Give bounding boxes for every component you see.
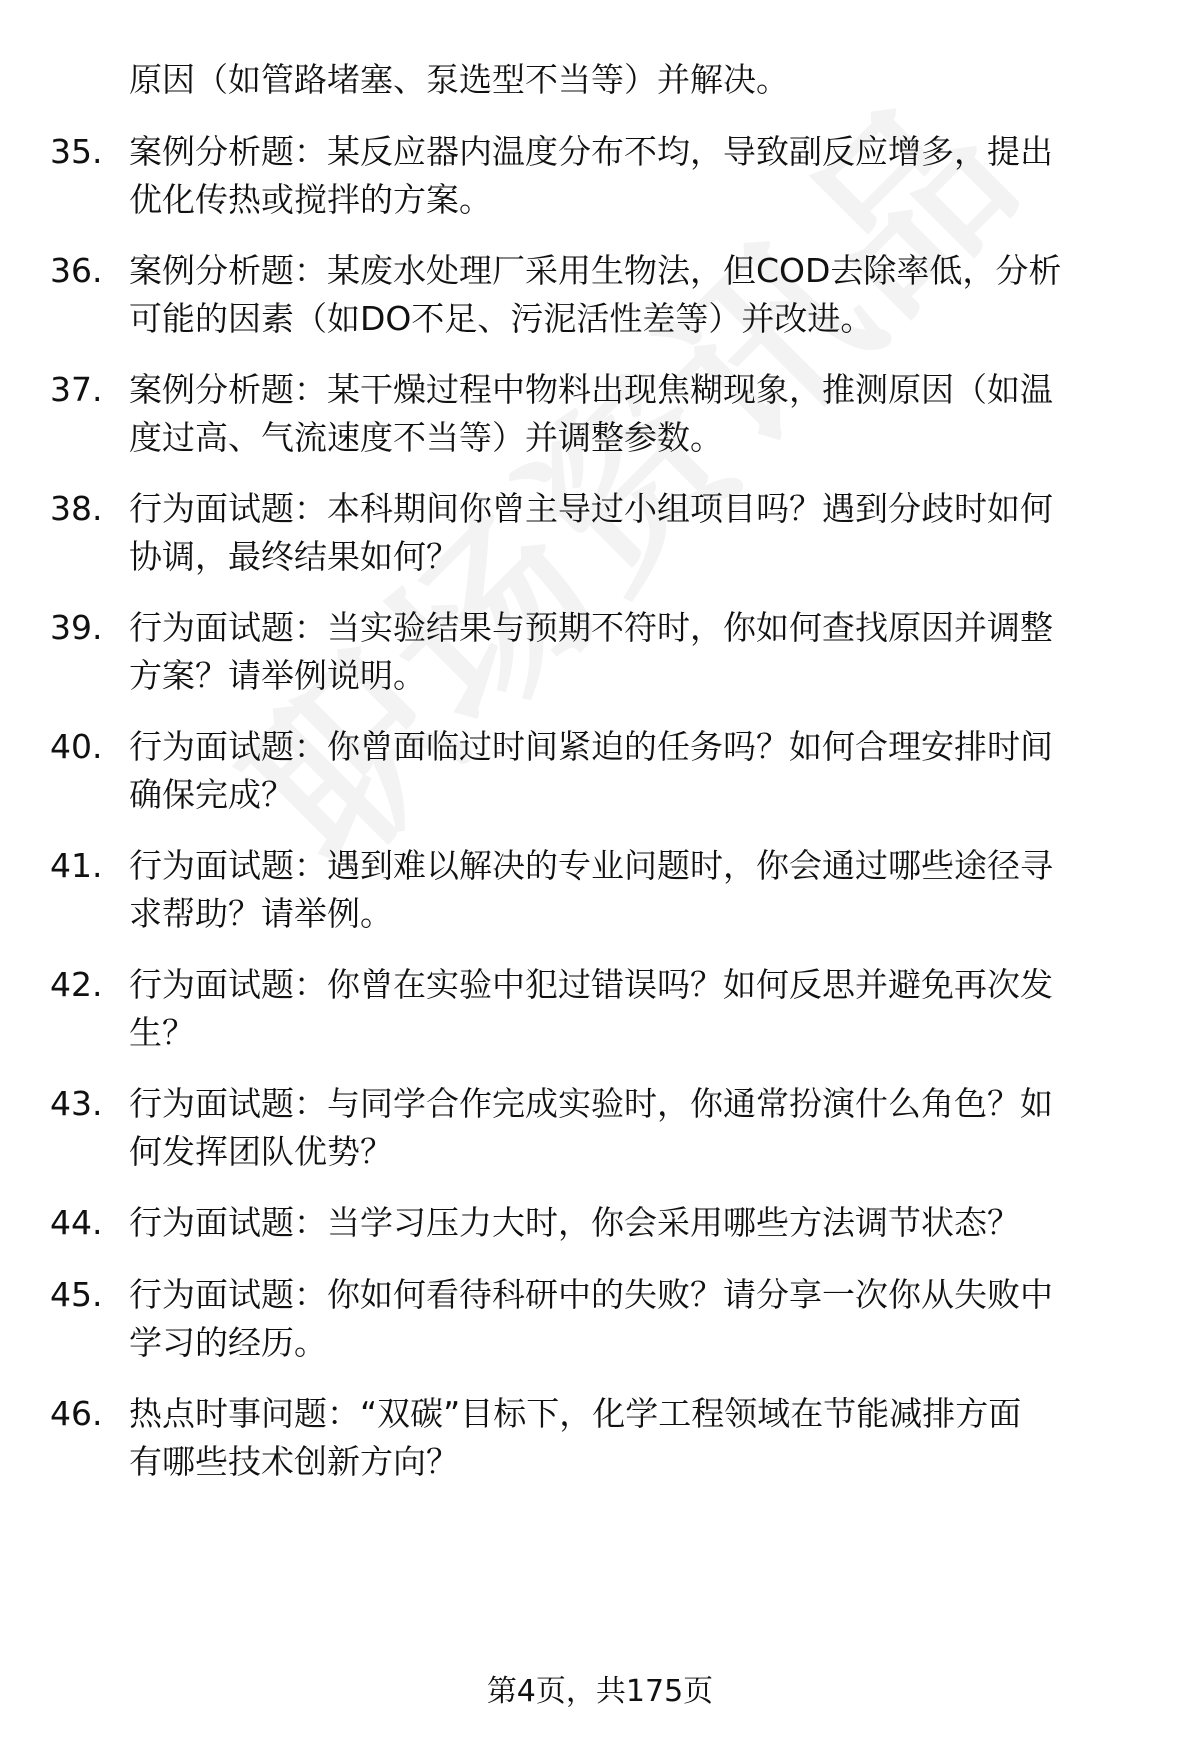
item-line: 原因（如管路堵塞、泵选型不当等）并解决。 <box>129 60 789 99</box>
page-footer: 第4页，共175页 <box>486 1674 714 1709</box>
item-text <box>129 247 1149 343</box>
item-number: 45. <box>50 1275 103 1314</box>
item-line: 生？ <box>129 1013 195 1052</box>
item-line: 求帮助？请举例。 <box>129 894 393 933</box>
item-text <box>129 961 1149 1057</box>
item-line: 案例分析题：某废水处理厂采用生物法，但COD去除率低，分析 <box>129 251 1062 290</box>
item-number: 38. <box>50 489 103 528</box>
item-line: 有哪些技术创新方向？ <box>129 1442 459 1481</box>
item-number: 42. <box>50 965 103 1004</box>
item-line: 案例分析题：某干燥过程中物料出现焦糊现象，推测原因（如温 <box>129 370 1053 409</box>
item-text <box>129 128 1149 224</box>
item-text <box>129 1199 1149 1247</box>
item-line: 协调，最终结果如何？ <box>129 537 459 576</box>
item-line: 何发挥团队优势？ <box>129 1132 393 1171</box>
item-line: 优化传热或搅拌的方案。 <box>129 180 492 219</box>
item-number: 35. <box>50 132 103 171</box>
item-text <box>129 1271 1149 1367</box>
item-line: 行为面试题：遇到难以解决的专业问题时，你会通过哪些途径寻 <box>129 846 1053 885</box>
item-number: 43. <box>50 1084 103 1123</box>
item-number: 40. <box>50 727 103 766</box>
item-text <box>129 366 1149 462</box>
item-line: 案例分析题：某反应器内温度分布不均，导致副反应增多，提出 <box>129 132 1053 171</box>
item-text <box>129 485 1149 581</box>
item-number: 39. <box>50 608 103 647</box>
item-line: 确保完成？ <box>129 775 294 814</box>
item-text <box>129 1080 1149 1176</box>
item-number: 41. <box>50 846 103 885</box>
item-line: 方案？请举例说明。 <box>129 656 426 695</box>
item-line: 度过高、气流速度不当等）并调整参数。 <box>129 418 723 457</box>
item-number: 44. <box>50 1203 103 1242</box>
item-line: 行为面试题：你曾在实验中犯过错误吗？如何反思并避免再次发 <box>129 965 1053 1004</box>
item-line: 可能的因素（如DO不足、污泥活性差等）并改进。 <box>129 299 874 338</box>
item-number: 37. <box>50 370 103 409</box>
item-line: 热点时事问题：“双碳”目标下，化学工程领域在节能减排方面 <box>129 1394 1022 1433</box>
item-number: 46. <box>50 1394 103 1433</box>
item-number: 36. <box>50 251 103 290</box>
item-line: 行为面试题：当实验结果与预期不符时，你如何查找原因并调整 <box>129 608 1053 647</box>
item-text <box>129 56 1149 104</box>
item-line: 行为面试题：与同学合作完成实验时，你通常扮演什么角色？如 <box>129 1084 1053 1123</box>
item-text <box>129 723 1149 819</box>
item-line: 学习的经历。 <box>129 1323 327 1362</box>
item-line: 行为面试题：当学习压力大时，你会采用哪些方法调节状态？ <box>129 1203 1020 1242</box>
item-line: 行为面试题：你曾面临过时间紧迫的任务吗？如何合理安排时间 <box>129 727 1053 766</box>
item-line: 行为面试题：你如何看待科研中的失败？请分享一次你从失败中 <box>129 1275 1053 1314</box>
item-text <box>129 1390 1149 1486</box>
item-text <box>129 842 1149 938</box>
item-text <box>129 604 1149 700</box>
item-line: 行为面试题：本科期间你曾主导过小组项目吗？遇到分歧时如何 <box>129 489 1053 528</box>
